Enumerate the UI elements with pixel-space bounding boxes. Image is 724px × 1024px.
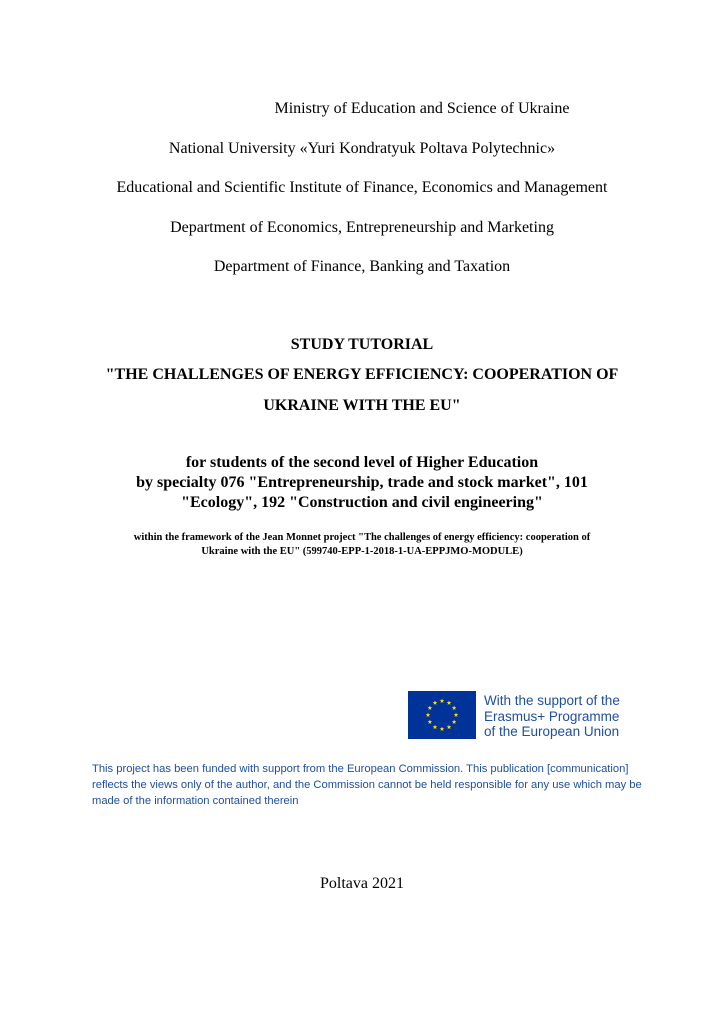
erasmus-line-2: Erasmus+ Programme bbox=[484, 708, 620, 724]
audience-line-1: for students of the second level of Higher Education bbox=[185, 454, 539, 471]
project-framework bbox=[60, 531, 664, 559]
eu-star-icon bbox=[447, 700, 452, 704]
framework-line-1: within the framework of the Jean Monnet project "The challenges of energy efficiency: cooperation of bbox=[133, 532, 591, 543]
city-year: Poltava 2021 bbox=[320, 875, 404, 892]
disclaimer-line-2: reflects the views only of the author, and the Commission cannot be held responsible for any use which may be bbox=[92, 779, 642, 791]
disclaimer-line-1: This project has been funded with support from the European Commission. This publication [communication] bbox=[92, 763, 629, 775]
erasmus-line-1: With the support of the bbox=[484, 693, 620, 708]
funding-disclaimer bbox=[92, 761, 652, 809]
document-title-line-1: "THE CHALLENGES OF ENERGY EFFICIENCY: COOPERATION OF bbox=[105, 366, 619, 383]
eu-star-icon bbox=[452, 706, 457, 710]
department-economics: Department of Economics, Entrepreneurship and Marketing bbox=[170, 219, 554, 236]
eu-star-icon bbox=[428, 706, 433, 710]
eu-star-icon bbox=[428, 720, 433, 724]
erasmus-logo-text bbox=[484, 693, 620, 740]
audience-line-3: "Ecology", 192 "Construction and civil engineering" bbox=[181, 494, 543, 511]
eu-star-icon bbox=[452, 720, 457, 724]
eu-star-icon bbox=[433, 700, 438, 704]
disclaimer-line-3: made of the information contained therein bbox=[92, 795, 299, 807]
eu-star-icon bbox=[440, 727, 445, 731]
department-finance: Department of Finance, Banking and Taxation bbox=[213, 258, 511, 275]
eu-star-icon bbox=[440, 699, 445, 703]
audience-line-2: by specialty 076 "Entrepreneurship, trade and stock market", 101 bbox=[136, 474, 588, 491]
eu-star-icon bbox=[433, 725, 438, 729]
erasmus-logo bbox=[408, 691, 620, 739]
audience-block bbox=[0, 453, 724, 513]
institute-name: Educational and Scientific Institute of Finance, Economics and Management bbox=[116, 179, 608, 196]
eu-star-icon bbox=[426, 713, 431, 717]
document-title-line-2: UKRAINE WITH THE EU" bbox=[263, 397, 461, 414]
document-type: STUDY TUTORIAL bbox=[290, 336, 434, 353]
eu-flag-icon bbox=[408, 691, 476, 739]
ministry-name: Ministry of Education and Science of Ukraine bbox=[274, 100, 570, 117]
erasmus-line-3: of the European Union bbox=[484, 724, 620, 739]
eu-star-icon bbox=[454, 713, 459, 717]
eu-star-icon bbox=[447, 725, 452, 729]
university-name: National University «Yuri Kondratyuk Poltava Polytechnic» bbox=[168, 140, 556, 157]
framework-line-2: Ukraine with the EU" (599740-EPP-1-2018-1-UA-EPPJMO-MODULE) bbox=[201, 546, 523, 557]
